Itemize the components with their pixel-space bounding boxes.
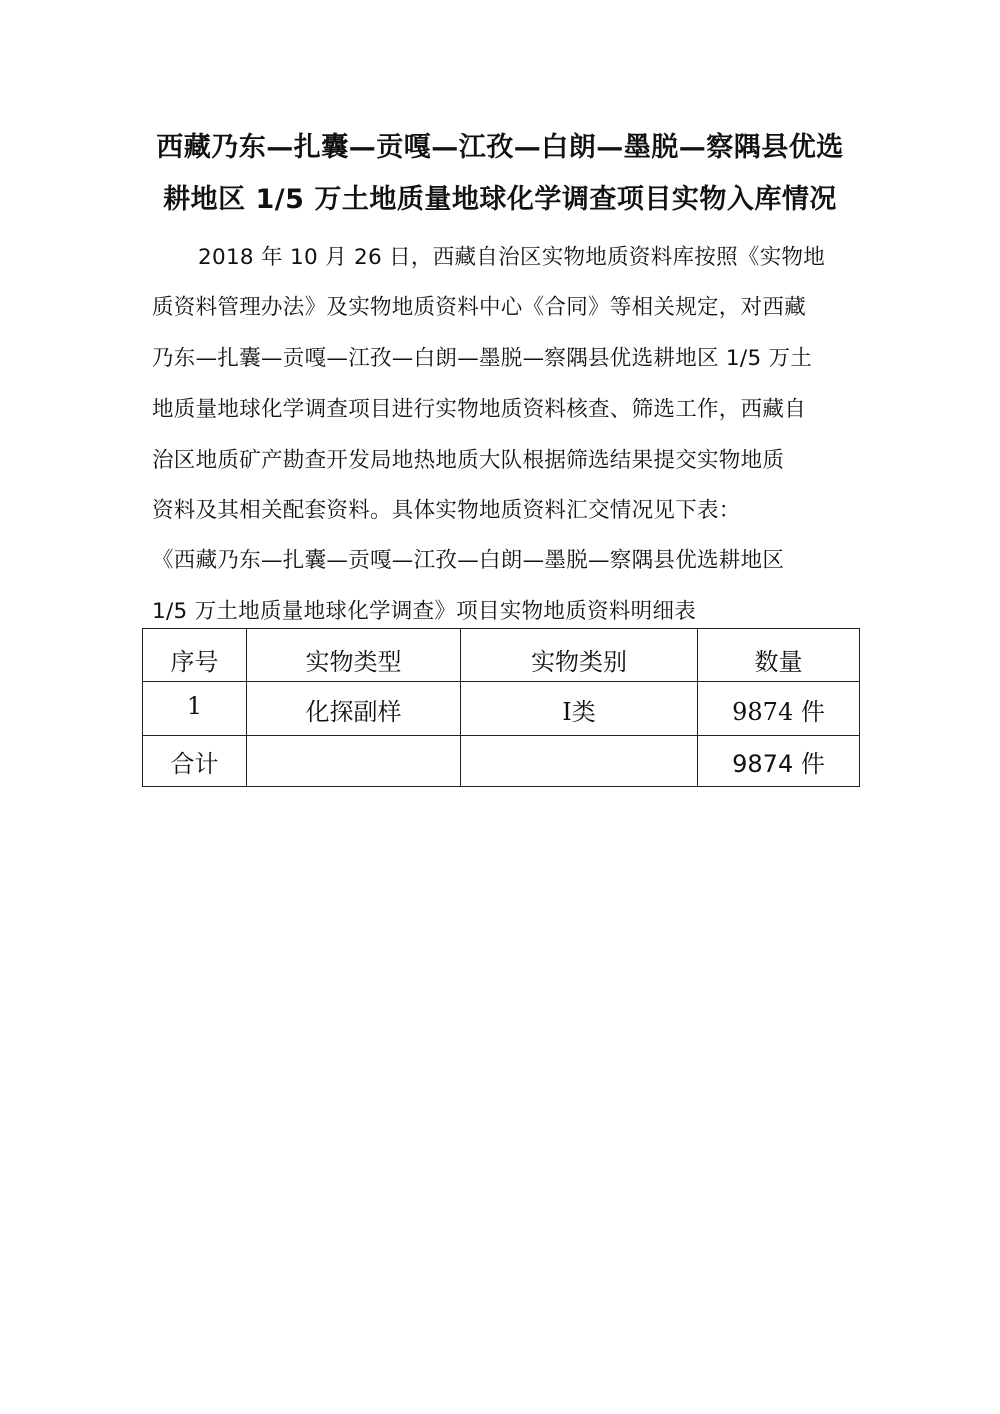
header-category: 实物类别 [461, 629, 698, 682]
header-seq: 序号 [143, 629, 247, 682]
total-category [461, 736, 698, 787]
cell-quantity: 9874 件 [698, 682, 860, 736]
paragraph-line-6: 资料及其相关配套资料。具体实物地质资料汇交情况见下表： [152, 498, 741, 523]
paragraph-line-3: 乃东—扎囊—贡嘎—江孜—白朗—墨脱—察隅县优选耕地区 1/5 万土 [152, 346, 813, 371]
table-total-row [143, 736, 860, 787]
table-caption-line-1: 《西藏乃东—扎囊—贡嘎—江孜—白朗—墨脱—察隅县优选耕地区 [152, 548, 785, 573]
total-type [247, 736, 461, 787]
total-quantity: 9874 件 [698, 736, 860, 787]
paragraph-line-2: 质资料管理办法》及实物地质资料中心《合同》等相关规定，对西藏 [152, 295, 807, 320]
paragraph-line-1: 2018 年 10 月 26 日，西藏自治区实物地质资料库按照《实物地 [198, 245, 826, 270]
document-title-line-2: 耕地区 1/5 万土地质量地球化学调查项目实物入库情况 [163, 184, 837, 215]
table-caption-line-2: 1/5 万土地质量地球化学调查》项目实物地质资料明细表 [152, 599, 697, 624]
material-detail-table [142, 628, 860, 787]
header-type: 实物类型 [247, 629, 461, 682]
cell-seq: 1 [143, 682, 247, 736]
table-header-row [143, 629, 860, 682]
document-title-line-1: 西藏乃东—扎囊—贡嘎—江孜—白朗—墨脱—察隅县优选 [156, 132, 844, 163]
header-quantity: 数量 [698, 629, 860, 682]
cell-type: 化探副样 [247, 682, 461, 736]
table-row [143, 682, 860, 736]
paragraph-line-4: 地质量地球化学调查项目进行实物地质资料核查、筛选工作，西藏自 [152, 397, 807, 422]
paragraph-line-5: 治区地质矿产勘查开发局地热地质大队根据筛选结果提交实物地质 [152, 448, 785, 473]
total-label: 合计 [143, 736, 247, 787]
cell-category: Ⅰ类 [461, 682, 698, 736]
